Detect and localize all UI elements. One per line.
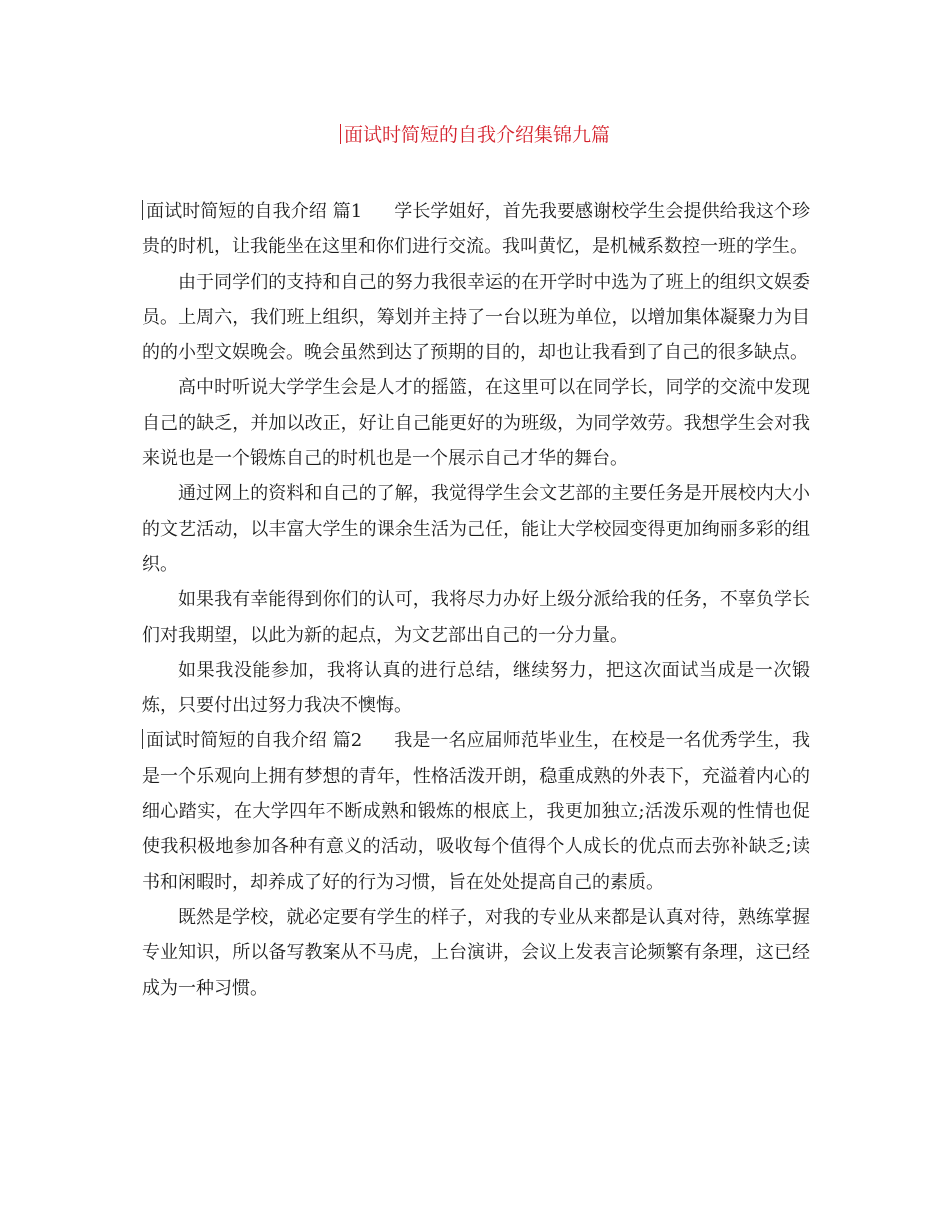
document-title [0,122,950,148]
document-body [142,194,810,1006]
document-title-text: 面试时简短的自我介绍集锦九篇 [343,124,610,146]
section-1-first-paragraph: 学长学姐好，首先我要感谢校学生会提供给我这个珍贵的时机，让我能坐在这里和你们进行交流。我叫黄忆，是机械系数控一班的学生。 [142,201,810,258]
section-1-paragraph: 通过网上的资料和自己的了解，我觉得学生会文艺部的主要任务是开展校内大小的文艺活动，以丰富大学生的课余生活为己任，能让大学校园变得更加绚丽多彩的组织。 [142,483,810,575]
section-1-paragraph: 由于同学们的支持和自己的努力我很幸运的在开学时中选为了班上的组织文娱委员。上周六，我们班上组织，筹划并主持了一台以班为单位，以增加集体凝聚力为目的的小型文娱晚会。晚会虽然到达了预期的目的，却也让我看到了自己的很多缺点。 [142,271,810,364]
cursor-bar-icon [340,124,341,144]
section-1-paragraph: 高中时听说大学学生会是人才的摇篮，在这里可以在同学长，同学的交流中发现自己的缺乏，并加以改正，好让自己能更好的为班级，为同学效劳。我想学生会对我来说也是一个锻炼自己的时机也是一个展示自己才华的舞台。 [142,377,810,470]
section-2-paragraph: 既然是学校，就必定要有学生的样子，对我的专业从来都是认真对待，熟练掌握专业知识，所以备写教案从不马虎，上台演讲，会议上发表言论频繁有条理，这已经成为一种习惯。 [142,906,810,999]
section-2-first-paragraph: 我是一名应届师范毕业生，在校是一名优秀学生，我是一个乐观向上拥有梦想的青年，性格活泼开朗，稳重成熟的外表下，充溢着内心的细心踏实，在大学四年不断成熟和锻炼的根底上，我更加独立;活泼乐观的性情也促使我积极地参加各种有意义的活动，吸收每个值得个人成长的优点而去弥补缺乏;读书和闲暇时，却养成了好的行为习惯，旨在处处提高自己的素质。 [142,730,810,893]
section-2-heading: 面试时简短的自我介绍 篇2 [146,730,363,752]
section-1-paragraph: 如果我没能参加，我将认真的进行总结，继续努力，把这次面试当成是一次锻炼，只要付出过努力我决不懊悔。 [142,659,810,717]
section-1-intro [142,194,810,265]
cursor-bar-icon [142,729,143,749]
section-1-heading: 面试时简短的自我介绍 篇1 [146,201,363,222]
cursor-bar-icon [142,200,143,220]
section-1-paragraph: 如果我有幸能得到你们的认可，我将尽力办好上级分派给我的任务，不辜负学长们对我期望，以此为新的起点，为文艺部出自己的一分力量。 [142,589,810,646]
section-2-intro [142,723,810,899]
